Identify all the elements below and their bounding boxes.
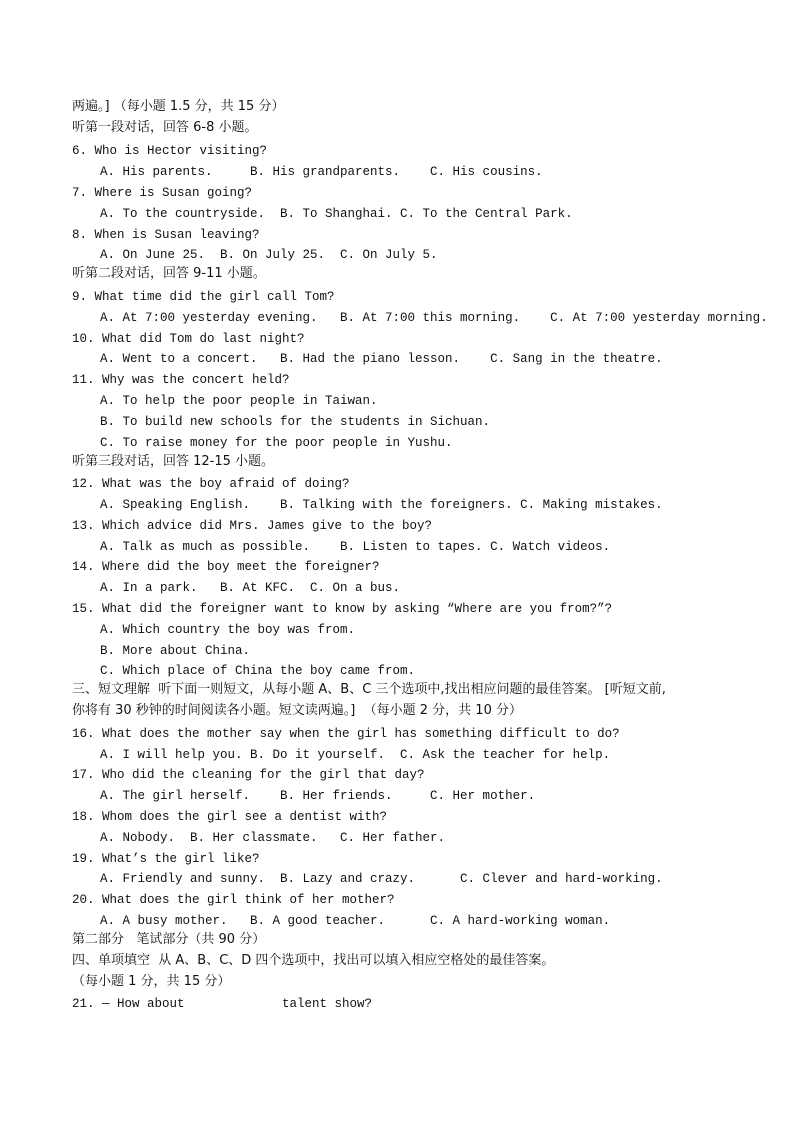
section-3-instructions: 你将有 30 秒钟的时间阅读各小题。短文读两遍。] （每小题 2 分，共 10 分） [72,703,522,718]
dialogue-1-heading: 听第一段对话，回答 6-8 小题。 [72,120,258,135]
options-18: A. Nobody. B. Her classmate. C. Her father. [100,831,446,845]
options-8: A. On June 25. B. On July 25. C. On July 5. [100,248,438,262]
question-20: 20. What does the girl think of her mother? [72,893,395,907]
options-10: A. Went to a concert. B. Had the piano lesson. C. Sang in the theatre. [100,352,663,366]
options-20: A. A busy mother. B. A good teacher. C. A hard-working woman. [100,914,611,928]
section-4-scoring: （每小题 1 分，共 15 分） [72,974,231,989]
options-19: A. Friendly and sunny. B. Lazy and crazy. C. Clever and hard-working. [100,872,663,886]
options-6: A. His parents. B. His grandparents. C. His cousins. [100,165,543,179]
options-9: A. At 7:00 yesterday evening. B. At 7:00 this morning. C. At 7:00 yesterday morning. [100,311,768,325]
options-13: A. Talk as much as possible. B. Listen to tapes. C. Watch videos. [100,540,611,554]
question-8: 8. When is Susan leaving? [72,228,260,242]
option-11a: A. To help the poor people in Taiwan. [100,394,378,408]
question-19: 19. What’s the girl like? [72,852,260,866]
option-15c: C. Which place of China the boy came from. [100,664,416,678]
option-15b: B. More about China. [100,644,251,658]
options-12: A. Speaking English. B. Talking with the foreigners. C. Making mistakes. [100,498,663,512]
question-10: 10. What did Tom do last night? [72,332,305,346]
dialogue-2-heading: 听第二段对话，回答 9-11 小题。 [72,266,266,281]
question-12: 12. What was the boy afraid of doing? [72,477,350,491]
option-11b: B. To build new schools for the students in Sichuan. [100,415,491,429]
dialogue-3-heading: 听第三段对话，回答 12-15 小题。 [72,454,275,469]
question-21: 21. — How about talent show? [72,997,373,1011]
question-17: 17. Who did the cleaning for the girl that day? [72,768,425,782]
options-14: A. In a park. B. At KFC. C. On a bus. [100,581,401,595]
question-6: 6. Who is Hector visiting? [72,144,268,158]
question-15: 15. What did the foreigner want to know by asking “Where are you from?”? [72,602,613,616]
question-7: 7. Where is Susan going? [72,186,253,200]
question-9: 9. What time did the girl call Tom? [72,290,335,304]
section-4-heading: 四、单项填空 从 A、B、C、D 四个选项中，找出可以填入相应空格处的最佳答案。 [72,953,555,968]
question-14: 14. Where did the boy meet the foreigner? [72,560,380,574]
part-2-heading: 第二部分 笔试部分（共 90 分） [72,932,266,947]
question-13: 13. Which advice did Mrs. James give to the boy? [72,519,433,533]
question-18: 18. Whom does the girl see a dentist with? [72,810,388,824]
section-3-heading: 三、短文理解 听下面一则短文，从每小题 A、B、C 三个选项中,找出相应问题的最佳答案。 [听短文前, [72,682,666,697]
options-7: A. To the countryside. B. To Shanghai. C. To the Central Park. [100,207,573,221]
question-16: 16. What does the mother say when the girl has something difficult to do? [72,727,620,741]
question-11: 11. Why was the concert held? [72,373,290,387]
section-instructions-end: 两遍。] （每小题 1.5 分，共 15 分） [72,99,285,114]
option-15a: A. Which country the boy was from. [100,623,356,637]
options-17: A. The girl herself. B. Her friends. C. Her mother. [100,789,536,803]
option-11c: C. To raise money for the poor people in Yushu. [100,436,453,450]
options-16: A. I will help you. B. Do it yourself. C. Ask the teacher for help. [100,748,611,762]
